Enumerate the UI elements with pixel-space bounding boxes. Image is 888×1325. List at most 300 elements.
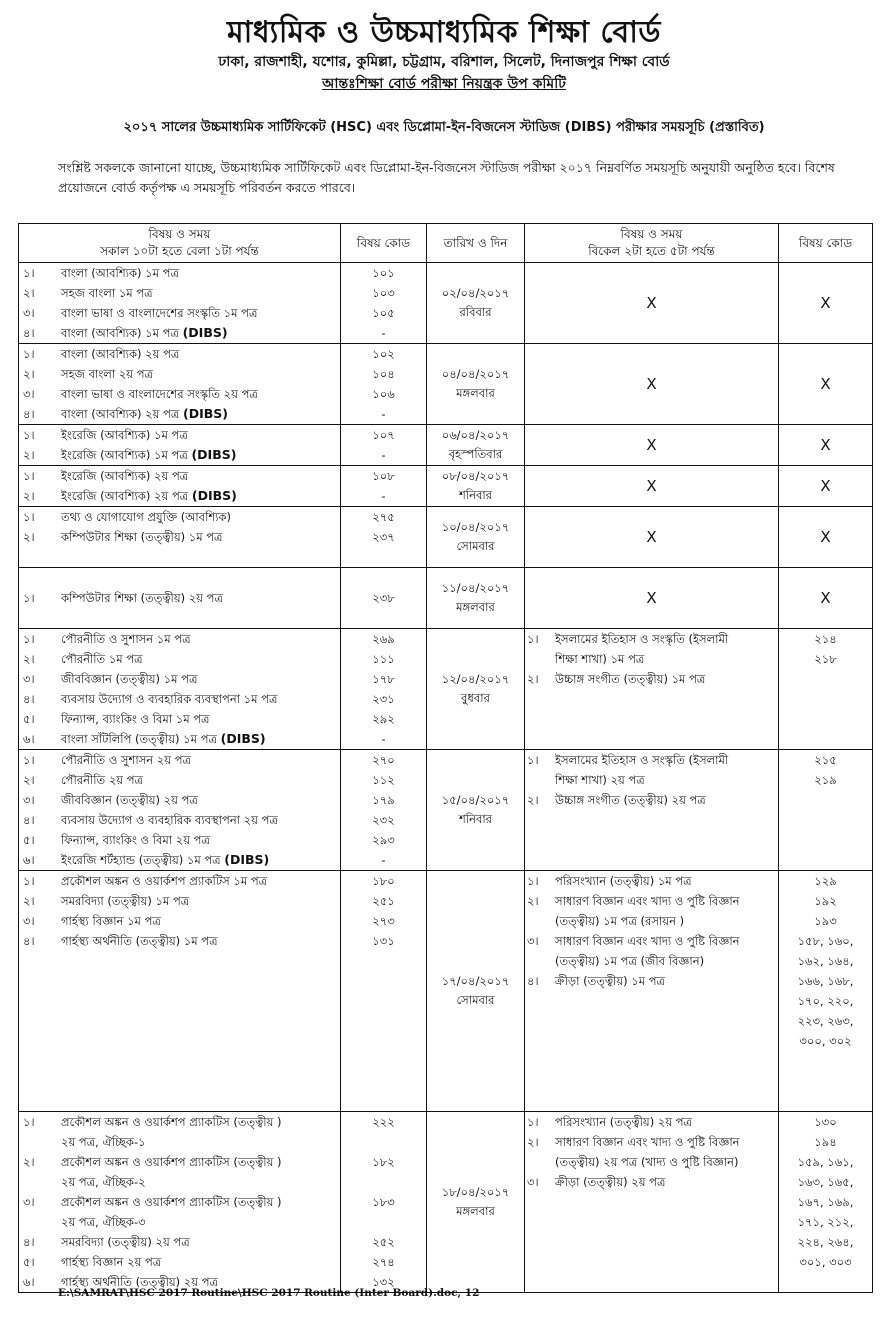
- exam-day: শনিবার: [458, 488, 493, 502]
- subject-name: [61, 404, 340, 424]
- subject-number: ১।: [23, 632, 35, 646]
- subject-code: ১৩২: [372, 1275, 395, 1289]
- board-title: মাধ্যমিক ও উচ্চমাধ্যমিক শিক্ষা বোর্ড: [227, 15, 661, 50]
- afternoon-subjects-cell: [525, 1112, 779, 1293]
- exam-date: ১৫/০৪/২০১৭: [441, 793, 510, 807]
- subject-number: ৪।: [527, 974, 539, 988]
- subject-line: [19, 709, 340, 729]
- exam-date: ০৮/০৪/২০১৭: [441, 469, 510, 483]
- subject-code: ২৭৩: [372, 914, 395, 928]
- afternoon-none-mark: X: [525, 425, 779, 466]
- subject-code: [341, 1172, 426, 1192]
- afternoon-none-mark: X: [525, 568, 779, 629]
- morning-codes-cell: [341, 568, 427, 629]
- subject-line: [19, 303, 340, 323]
- subject-text: বাংলা ভাষা ও বাংলাদেশের সংস্কৃতি ১ম পত্র: [61, 306, 258, 320]
- subject-name: ইসলামের ইতিহাস ও সংস্কৃতি (ইসলামী: [555, 632, 729, 646]
- table-header-row: [19, 224, 873, 263]
- subject-text: বাংলা (আবশ্যিক) ২য় পত্র: [61, 407, 183, 421]
- subject-text: সহজ বাংলা ২য় পত্র: [61, 367, 153, 381]
- subject-line: [525, 1152, 778, 1172]
- subject-line: [19, 770, 340, 790]
- subject-code: ২২২: [372, 1115, 395, 1129]
- subject-code: ১৩১: [372, 934, 395, 948]
- afternoon-subjects-cell: [525, 750, 779, 871]
- subject-text: কম্পিউটার শিক্ষা (তত্ত্বীয়) ১ম পত্র: [61, 530, 223, 544]
- subject-name: [61, 588, 340, 608]
- subject-code: ১০৬: [372, 387, 395, 401]
- committee-title: আন্তঃশিক্ষা বোর্ড পরীক্ষা নিয়ন্ত্রক উপ কমিটি: [322, 76, 566, 92]
- afternoon-codes-cell: [779, 1112, 873, 1293]
- subject-text: পৌরনীতি ২য় পত্র: [61, 773, 143, 787]
- afternoon-none-mark: X: [525, 507, 779, 568]
- subject-code: ২৫১: [372, 894, 395, 908]
- subject-name: [61, 729, 340, 749]
- subject-line: [19, 830, 340, 850]
- subject-name: [61, 364, 340, 384]
- subject-code: ২৬৯: [372, 632, 395, 646]
- subject-name: প্রকৌশল অঙ্কন ও ওয়ার্কশপ প্র্যাকটিস (তত্ত্বীয় ): [61, 1195, 282, 1209]
- subject-line: [19, 1152, 340, 1172]
- subject-line: [19, 649, 340, 669]
- subject-number: ২।: [23, 489, 35, 503]
- subject-number: ২।: [23, 367, 35, 381]
- spacer: [19, 547, 340, 567]
- subject-name: (তত্ত্বীয়) ১ম পত্র (জীব বিজ্ঞান): [555, 954, 705, 968]
- subject-line: [19, 344, 340, 364]
- subject-code: ১০৫: [372, 306, 395, 320]
- subject-code: ১১২: [372, 773, 395, 787]
- subject-name: [61, 810, 340, 830]
- subject-name: [61, 891, 340, 911]
- spacer: [341, 971, 426, 991]
- subject-text: বাংলা (আবশ্যিক) ১ম পত্র: [61, 326, 183, 340]
- afternoon-code-none-mark: X: [779, 425, 873, 466]
- subject-line: [19, 1252, 340, 1272]
- subject-number: ৪।: [23, 1235, 35, 1249]
- subject-name: [61, 750, 340, 770]
- subject-name: ক্রীড়া (তত্ত্বীয়) ১ম পত্র: [555, 974, 665, 988]
- subject-name: প্রকৌশল অঙ্কন ও ওয়ার্কশপ প্র্যাকটিস (তত্ত্বীয় ): [61, 1155, 282, 1169]
- subject-line: [19, 486, 340, 506]
- subject-line: [525, 1112, 778, 1132]
- spacer: [341, 1051, 426, 1071]
- subject-number: ১।: [527, 874, 539, 888]
- afternoon-code-none-mark: X: [779, 263, 873, 344]
- spacer: [19, 951, 340, 971]
- subject-number: [525, 649, 555, 669]
- spacer: [19, 1031, 340, 1051]
- exam-day: বুধবার: [461, 691, 490, 705]
- subject-number: ৫।: [23, 1255, 35, 1269]
- subject-name: [61, 669, 340, 689]
- subject-line: [525, 871, 778, 891]
- subject-text: বাংলা ভাষা ও বাংলাদেশের সংস্কৃতি ২য় পত্র: [61, 387, 258, 401]
- table-row: [19, 629, 873, 750]
- spacer: [19, 971, 340, 991]
- morning-codes-cell: [341, 750, 427, 871]
- afternoon-code-none-mark: X: [779, 466, 873, 507]
- table-row: [19, 1112, 873, 1293]
- subject-line: [525, 649, 778, 669]
- subject-code: ২৭০: [372, 753, 395, 767]
- subject-line: [525, 951, 778, 971]
- subject-name: ক্রীড়া (তত্ত্বীয়) ২য় পত্র: [555, 1175, 666, 1189]
- subject-number: ১।: [23, 1115, 35, 1129]
- subject-name: [61, 527, 340, 547]
- afternoon-code-none-mark: X: [779, 344, 873, 425]
- subject-code: ৩০১, ৩০৩: [799, 1255, 852, 1269]
- subject-text: ব্যবসায় উদ্যোগ ও ব্যবহারিক ব্যবস্থাপনা ২য় পত্র: [61, 813, 278, 827]
- morning-subjects-cell: [19, 263, 341, 344]
- afternoon-none-mark: X: [525, 466, 779, 507]
- subject-number: [525, 911, 555, 931]
- subject-line: [19, 911, 340, 931]
- subject-code: ১৮২: [372, 1155, 395, 1169]
- afternoon-codes-cell: [779, 629, 873, 750]
- subject-name: ২য় পত্র, ঐচ্ছিক-২: [61, 1175, 146, 1189]
- exam-date: ১১/০৪/২০১৭: [441, 581, 510, 595]
- table-row: [19, 263, 873, 344]
- subject-text: ইংরেজি (আবশ্যিক) ১ম পত্র: [61, 428, 188, 442]
- dibs-tag: (DIBS): [191, 488, 237, 503]
- subject-text: ফিন্যান্স, ব্যাংকিং ও বিমা ১ম পত্র: [61, 712, 210, 726]
- subject-name: [61, 425, 340, 445]
- morning-codes-cell: [341, 344, 427, 425]
- dibs-tag: (DIBS): [182, 325, 228, 340]
- date-cell: [427, 750, 525, 871]
- subject-number: ৪।: [23, 813, 35, 827]
- subject-line: [525, 971, 778, 991]
- spacer: [341, 1071, 426, 1091]
- afternoon-subjects-cell: [525, 629, 779, 750]
- morning-subjects-cell: [19, 344, 341, 425]
- subject-number: ১।: [23, 874, 35, 888]
- spacer: [19, 1091, 340, 1111]
- subject-number: ১।: [23, 753, 35, 767]
- afternoon-code-none-mark: X: [779, 568, 873, 629]
- spacer: [341, 1091, 426, 1111]
- subject-code: ২৯২: [372, 712, 395, 726]
- subject-line: [19, 810, 340, 830]
- subject-line: [19, 750, 340, 770]
- subject-line: [19, 1172, 340, 1192]
- spacer: [341, 1031, 426, 1051]
- subject-code: ১৫৮, ১৬০,: [797, 934, 854, 948]
- subject-line: [19, 891, 340, 911]
- subject-name: [61, 790, 340, 810]
- date-cell: [427, 263, 525, 344]
- header-date: তারিখ ও দিন: [427, 224, 525, 263]
- subject-text: জীববিজ্ঞান (তত্ত্বীয়) ১ম পত্র: [61, 672, 198, 686]
- subject-code: ১৭৮: [372, 672, 395, 686]
- subject-name: (তত্ত্বীয়) ১ম পত্র (রসায়ন ): [555, 914, 685, 928]
- subject-text: সমরবিদ্যা (তত্ত্বীয়) ১ম পত্র: [61, 894, 190, 908]
- subject-line: [19, 283, 340, 303]
- subject-code: -: [381, 407, 386, 421]
- subject-code: ১৬২, ১৬৪,: [797, 954, 854, 968]
- dibs-tag: (DIBS): [220, 731, 266, 746]
- exam-day: মঙ্গলবার: [456, 1204, 495, 1218]
- subject-line: [19, 425, 340, 445]
- table-row: [19, 425, 873, 466]
- subject-number: ২।: [23, 1155, 35, 1169]
- subject-number: [19, 1132, 61, 1152]
- subject-name: শিক্ষা শাখা) ১ম পত্র: [555, 652, 645, 666]
- subject-number: [525, 951, 555, 971]
- subject-line: [525, 629, 778, 649]
- date-cell: [427, 344, 525, 425]
- exam-day: শনিবার: [458, 812, 493, 826]
- subject-number: ৫।: [23, 833, 35, 847]
- subject-number: ২।: [23, 894, 35, 908]
- subject-code: ১৫৯, ১৬১,: [797, 1155, 854, 1169]
- subject-text: ব্যবসায় উদ্যোগ ও ব্যবহারিক ব্যবস্থাপনা ১ম পত্র: [61, 692, 278, 706]
- subject-line: [19, 729, 340, 749]
- subject-name: (তত্ত্বীয়) ২য় পত্র (খাদ্য ও পুষ্টি বিজ্ঞান): [555, 1155, 739, 1169]
- subject-number: ৪।: [23, 934, 35, 948]
- subject-number: ১।: [23, 347, 35, 361]
- subject-line: [19, 1232, 340, 1252]
- subject-name: [61, 323, 340, 343]
- subject-number: ২।: [23, 448, 35, 462]
- subject-code: ২৭৫: [372, 510, 395, 524]
- subject-number: ২।: [23, 652, 35, 666]
- subject-text: বাংলা (আবশ্যিক) ২য় পত্র: [61, 347, 180, 361]
- exam-date: ০২/০৪/২০১৭: [441, 286, 510, 300]
- subject-name: [61, 689, 340, 709]
- subject-name: পরিসংখ্যান (তত্ত্বীয়) ১ম পত্র: [555, 874, 692, 888]
- table-row: [19, 344, 873, 425]
- subject-code: ১৬৭, ১৬৯,: [797, 1195, 854, 1209]
- subject-number: ৬।: [23, 732, 35, 746]
- subject-number: ১।: [527, 753, 539, 767]
- subject-number: ১।: [23, 591, 35, 605]
- subject-number: ৪।: [23, 692, 35, 706]
- dibs-tag: (DIBS): [191, 447, 237, 462]
- subject-line: [19, 466, 340, 486]
- spacer: [19, 608, 340, 628]
- afternoon-code-none-mark: X: [779, 507, 873, 568]
- subject-line: [19, 263, 340, 283]
- morning-subjects-cell: [19, 466, 341, 507]
- date-cell: [427, 425, 525, 466]
- subject-name: [61, 649, 340, 669]
- subject-code: ২১৫: [814, 753, 837, 767]
- subject-line: [19, 850, 340, 870]
- subject-code: ১১১: [372, 652, 395, 666]
- subject-name: [61, 263, 340, 283]
- subject-name: [61, 507, 340, 527]
- subject-name: সাধারণ বিজ্ঞান এবং খাদ্য ও পুষ্টি বিজ্ঞান: [555, 934, 740, 948]
- subject-line: [19, 1212, 340, 1232]
- subject-line: [19, 931, 340, 951]
- spacer: [19, 1051, 340, 1071]
- subject-line: [19, 445, 340, 465]
- subject-text: বাংলা (আবশ্যিক) ১ম পত্র: [61, 266, 179, 280]
- subject-number: ১।: [23, 428, 35, 442]
- morning-codes-cell: [341, 871, 427, 1112]
- morning-codes-cell: [341, 629, 427, 750]
- afternoon-codes-cell: [779, 750, 873, 871]
- date-cell: [427, 568, 525, 629]
- subject-text: সহজ বাংলা ১ম পত্র: [61, 286, 153, 300]
- subject-name: [61, 303, 340, 323]
- subject-code: ১৮০: [372, 874, 395, 888]
- afternoon-none-mark: X: [525, 263, 779, 344]
- subject-code: ১৭৯: [372, 793, 395, 807]
- morning-codes-cell: [341, 507, 427, 568]
- subject-name: [61, 770, 340, 790]
- spacer: [341, 547, 426, 567]
- spacer: [19, 1071, 340, 1091]
- subject-text: তথ্য ও যোগাযোগ প্রযুক্তি (আবশ্যিক): [61, 510, 232, 524]
- subject-code: ১৯২: [814, 894, 837, 908]
- subject-text: কম্পিউটার শিক্ষা (তত্ত্বীয়) ২য় পত্র: [61, 591, 223, 605]
- subject-number: ৩।: [23, 1195, 35, 1209]
- subject-name: [61, 283, 340, 303]
- subject-line: [525, 790, 778, 810]
- subject-number: ২।: [527, 894, 539, 908]
- subject-number: ৩।: [527, 934, 539, 948]
- subject-line: [525, 931, 778, 951]
- subject-name: [61, 384, 340, 404]
- subject-number: ৩।: [23, 793, 35, 807]
- subject-code: ২১৮: [814, 652, 837, 666]
- subject-code: ১০২: [372, 347, 395, 361]
- morning-subjects-cell: [19, 629, 341, 750]
- subject-number: [525, 770, 555, 790]
- subject-number: ৪।: [23, 326, 35, 340]
- subject-line: [525, 750, 778, 770]
- subject-name: প্রকৌশল অঙ্কন ও ওয়ার্কশপ প্র্যাকটিস (তত্ত্বীয় ): [61, 1115, 282, 1129]
- exam-day: সোমবার: [456, 993, 495, 1007]
- subject-line: [19, 364, 340, 384]
- morning-subjects-cell: [19, 425, 341, 466]
- subject-number: [19, 1172, 61, 1192]
- subject-number: ২।: [23, 286, 35, 300]
- header-afternoon-code: বিষয় কোড: [779, 224, 873, 263]
- subject-code: ১৮৩: [372, 1195, 395, 1209]
- subject-code: ২৫২: [372, 1235, 395, 1249]
- subject-code: [341, 1212, 426, 1232]
- exam-day: বৃহস্পতিবার: [448, 447, 503, 461]
- afternoon-codes-cell: [779, 871, 873, 1112]
- subject-name: [61, 344, 340, 364]
- morning-subjects-cell: [19, 750, 341, 871]
- subject-code: ১৬৬, ১৬৮,: [797, 974, 854, 988]
- subject-name: [61, 931, 340, 951]
- spacer: [341, 951, 426, 971]
- subject-text: গার্হস্থ্য অর্থনীতি (তত্ত্বীয়) ১ম পত্র: [61, 934, 218, 948]
- table-row: [19, 466, 873, 507]
- subject-name: [61, 466, 340, 486]
- subject-code: -: [381, 853, 386, 867]
- subject-line: [19, 384, 340, 404]
- subject-number: [525, 1152, 555, 1172]
- subject-line: [19, 588, 340, 608]
- subject-code: ১৭০, ২২০,: [797, 994, 854, 1008]
- subject-name: [61, 629, 340, 649]
- subject-code: -: [381, 448, 386, 462]
- subject-number: ১।: [23, 510, 35, 524]
- subject-line: [19, 1112, 340, 1132]
- subject-number: ৬।: [23, 853, 35, 867]
- subject-text: গার্হস্থ্য বিজ্ঞান ১ম পত্র: [61, 914, 161, 928]
- table-row: [19, 568, 873, 629]
- subject-text: প্রকৌশল অঙ্কন ও ওয়ার্কশপ প্র্যাকটিস ১ম পত্র: [61, 874, 268, 888]
- subject-name: ২য় পত্র, ঐচ্ছিক-৩: [61, 1215, 146, 1229]
- subject-line: [525, 1132, 778, 1152]
- header-afternoon-subject: বিষয় ও সময় বিকেল ২টা হতে ৫টা পর্যন্ত: [525, 224, 779, 263]
- exam-date: ১৭/০৪/২০১৭: [441, 974, 510, 988]
- subject-code: ২৩৮: [372, 591, 395, 605]
- subject-name: সমরবিদ্যা (তত্ত্বীয়) ২য় পত্র: [61, 1235, 190, 1249]
- subject-name: [61, 830, 340, 850]
- subject-name: [61, 445, 340, 465]
- subject-code: ১৯৩: [814, 914, 837, 928]
- subject-code: ২৭৪: [372, 1255, 395, 1269]
- subject-line: [525, 1172, 778, 1192]
- subject-name: ২য় পত্র, ঐচ্ছিক-১: [61, 1135, 146, 1149]
- morning-codes-cell: [341, 263, 427, 344]
- morning-subjects-cell: [19, 507, 341, 568]
- subject-code: ১৬৩, ১৬৫,: [797, 1175, 854, 1189]
- subject-code: ১০৮: [372, 469, 395, 483]
- subject-code: -: [381, 489, 386, 503]
- subject-text: ইংরেজি (আবশ্যিক) ২য় পত্র: [61, 469, 189, 483]
- subject-code: ২২৩, ২৬৩,: [797, 1014, 854, 1028]
- subject-code: ২৩১: [372, 692, 395, 706]
- subject-number: ১।: [527, 1115, 539, 1129]
- subject-code: [341, 1132, 426, 1152]
- subject-line: [525, 891, 778, 911]
- subject-number: ২।: [23, 530, 35, 544]
- header-morning-code: বিষয় কোড: [341, 224, 427, 263]
- spacer: [19, 1011, 340, 1031]
- subject-line: [19, 323, 340, 343]
- date-cell: [427, 871, 525, 1112]
- exam-date: ১৮/০৪/২০১৭: [441, 1185, 510, 1199]
- subject-code: ২৩২: [372, 813, 395, 827]
- exam-date: ০৪/০৪/২০১৭: [441, 367, 510, 381]
- date-cell: [427, 466, 525, 507]
- exam-date: ১০/০৪/২০১৭: [441, 520, 510, 534]
- subject-name: পরিসংখ্যান (তত্ত্বীয়) ২য় পত্র: [555, 1115, 693, 1129]
- exam-date: ১২/০৪/২০১৭: [441, 672, 510, 686]
- morning-subjects-cell: [19, 871, 341, 1112]
- subject-text: জীববিজ্ঞান (তত্ত্বীয়) ২য় পত্র: [61, 793, 198, 807]
- subject-code: ২১৪: [814, 632, 837, 646]
- subject-line: [19, 1132, 340, 1152]
- subject-number: ৫।: [23, 712, 35, 726]
- subject-number: ২।: [527, 1135, 539, 1149]
- subject-number: [19, 1212, 61, 1232]
- subject-text: পৌরনীতি ও সুশাসন ২য় পত্র: [61, 753, 191, 767]
- subject-code: ২২৪, ২৬৪,: [797, 1235, 854, 1249]
- subject-line: [19, 669, 340, 689]
- subject-text: ইংরেজি (আবশ্যিক) ২য় পত্র: [61, 489, 192, 503]
- spacer: [341, 991, 426, 1011]
- morning-subjects-cell: [19, 1112, 341, 1293]
- subject-text: ফিন্যান্স, ব্যাংকিং ও বিমা ২য় পত্র: [61, 833, 210, 847]
- schedule-title: ২০১৭ সালের উচ্চমাধ্যমিক সার্টিফিকেট (HSC) এবং ডিপ্লোমা-ইন-বিজনেস স্টাডিজ (DIBS) পরীক্ষার সময়সূচি (প্রস্তাবিত): [123, 120, 765, 135]
- subject-line: [19, 527, 340, 547]
- subject-number: ১।: [23, 469, 35, 483]
- subject-code: ১৩০: [814, 1115, 837, 1129]
- subject-line: [525, 770, 778, 790]
- subject-code: ১০৪: [372, 367, 395, 381]
